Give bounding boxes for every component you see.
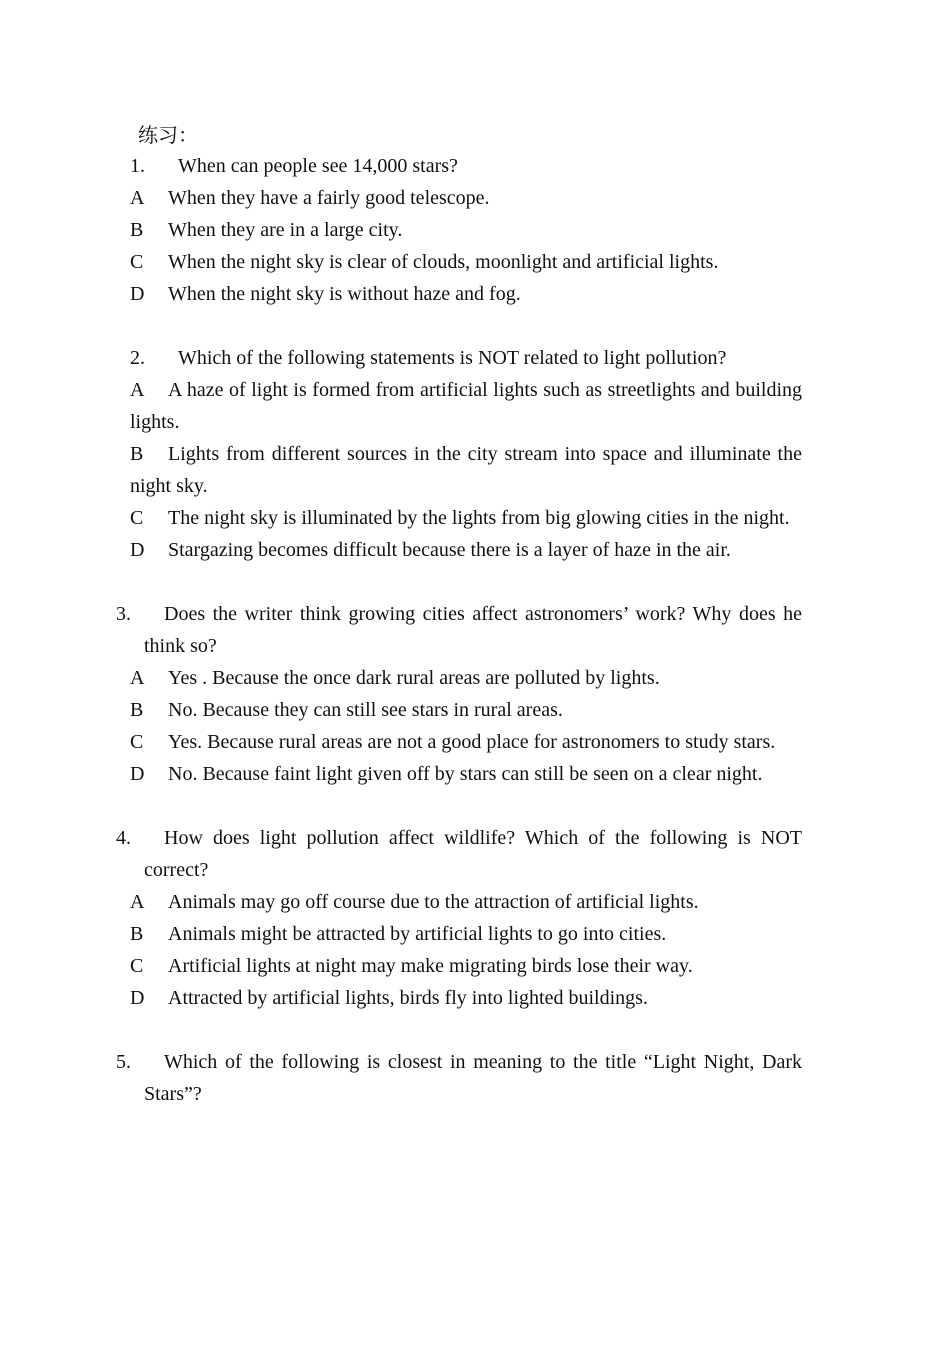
option-letter: C [130,251,144,273]
option-text: Animals may go off course due to the attraction of artificial lights. [168,891,699,913]
option-letter: A [130,667,145,689]
option-c [130,502,802,534]
option-letter: B [130,923,144,945]
option-letter: B [130,699,144,721]
question-text: Which of the following is closest in meaning to the title “Light Night, Dark Stars”? [144,1051,802,1105]
question-text: Does the writer think growing cities affect astronomers’ work? Why does he think so? [144,603,802,657]
option-letter: A [130,379,145,401]
option-text: When the night sky is clear of clouds, moonlight and artificial lights. [168,251,719,273]
question-text: Which of the following statements is NOT related to light pollution? [178,347,727,369]
option-text: Yes. Because rural areas are not a good place for astronomers to study stars. [168,731,776,753]
option-letter: D [130,763,145,785]
option-text: Stargazing becomes difficult because there is a layer of haze in the air. [168,539,731,561]
option-b [130,694,802,726]
option-letter: B [130,443,144,465]
option-a [130,886,802,918]
option-text: The night sky is illuminated by the lights from big glowing cities in the night. [168,507,790,529]
question-stem [116,598,802,662]
option-b [130,214,802,246]
option-letter: A [130,187,145,209]
option-d [130,534,802,566]
question-5 [116,1046,802,1110]
option-text: A haze of light is formed from artificial lights such as streetlights and building lights. [130,379,802,433]
option-letter: C [130,731,144,753]
option-letter: D [130,283,145,305]
question-4 [116,822,802,1014]
question-stem [130,342,802,374]
question-text: How does light pollution affect wildlife? Which of the following is NOT correct? [144,827,802,881]
question-stem [116,822,802,886]
option-c [130,726,802,758]
option-text: Attracted by artificial lights, birds fly into lighted buildings. [168,987,648,1009]
question-list [116,150,802,1142]
option-text: Animals might be attracted by artificial lights to go into cities. [168,923,667,945]
question-number: 1. [130,155,145,177]
option-c [130,246,802,278]
option-text: No. Because faint light given off by stars can still be seen on a clear night. [168,763,763,785]
option-letter: A [130,891,145,913]
option-letter: C [130,507,144,529]
option-b [130,438,802,502]
question-2 [130,342,802,566]
option-b [130,918,802,950]
question-number: 3. [116,603,131,625]
option-text: When they are in a large city. [168,219,403,241]
question-text: When can people see 14,000 stars? [178,155,458,177]
option-d [130,982,802,1014]
question-number: 5. [116,1051,131,1073]
option-d [130,758,802,790]
option-d [130,278,802,310]
option-letter: B [130,219,144,241]
option-a [130,182,802,214]
option-text: No. Because they can still see stars in rural areas. [168,699,563,721]
question-number: 4. [116,827,131,849]
option-a [130,374,802,438]
option-a [130,662,802,694]
question-3 [116,598,802,790]
question-stem [116,1046,802,1110]
option-c [130,950,802,982]
question-1 [130,150,802,310]
question-stem [130,150,802,182]
exercise-heading: 练习： [138,125,198,147]
question-number: 2. [130,347,145,369]
option-text: Yes . Because the once dark rural areas are polluted by lights. [168,667,660,689]
option-text: Artificial lights at night may make migrating birds lose their way. [168,955,693,977]
option-letter: D [130,539,145,561]
option-text: When they have a fairly good telescope. [168,187,490,209]
option-text: Lights from different sources in the city stream into space and illuminate the night sky. [130,443,802,497]
option-letter: C [130,955,144,977]
option-text: When the night sky is without haze and fog. [168,283,521,305]
option-letter: D [130,987,145,1009]
